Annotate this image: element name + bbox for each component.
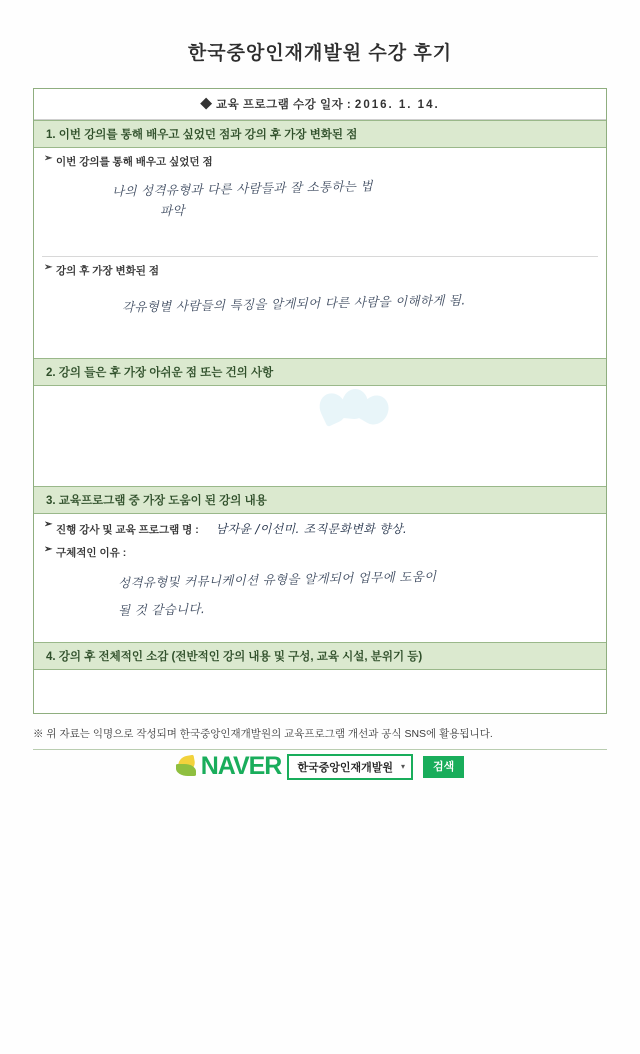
section-1-heading: 1. 이번 강의를 통해 배우고 싶었던 점과 강의 후 가장 변화된 점 <box>34 120 606 148</box>
handwriting-line: 될 것 같습니다. <box>117 601 206 618</box>
section-2-heading: 2. 강의 들은 후 가장 아쉬운 점 또는 건의 사항 <box>34 358 606 386</box>
naver-logo-text: NAVER <box>200 752 282 780</box>
program-date-value: 2016. 1. 14. <box>354 99 440 111</box>
sub-question-text: 강의 후 가장 변화된 점 <box>56 265 159 277</box>
handwriting-line: 남자윤 /이선미. 조직문화변화 향상. <box>215 522 408 536</box>
section-1-sub2-label <box>34 257 606 282</box>
section-1-sub2-answer[interactable] <box>34 282 606 358</box>
naver-search-bar <box>0 752 640 781</box>
leaf-icon <box>176 755 198 779</box>
search-button[interactable]: 검색 <box>423 756 464 778</box>
handwriting-line: 나의 성격유형과 다른 사람들과 잘 소통하는 법 <box>111 178 373 199</box>
search-input[interactable]: 한국중앙인재개발원 <box>297 761 394 774</box>
survey-sheet <box>33 88 607 714</box>
naver-logo <box>176 752 282 781</box>
section-2-answer[interactable] <box>34 386 606 486</box>
section-4-heading: 4. 강의 후 전체적인 소감 (전반적인 강의 내용 및 구성, 교육 시설, 분위기 등) <box>34 642 606 670</box>
sub-question-text: 진행 강사 및 교육 프로그램 명 : <box>56 524 199 536</box>
page-title: 한국중앙인재개발원 수강 후기 <box>187 43 453 64</box>
handwriting-line: 파악 <box>159 202 185 219</box>
section-3-sub2-answer[interactable] <box>34 562 606 642</box>
arrow-icon: ➢ <box>44 153 53 164</box>
program-date-row <box>34 89 606 120</box>
sub-question-text: 이번 강의를 통해 배우고 싶었던 점 <box>56 156 213 168</box>
arrow-icon: ➢ <box>44 544 53 555</box>
chevron-down-icon[interactable]: ▾ <box>401 762 406 771</box>
sub-question-text: 구체적인 이유 : <box>56 547 127 559</box>
footnote: ※ 위 자료는 익명으로 작성되며 한국중앙인재개발원의 교육프로그램 개선과 공식 SNS에 활용됩니다. <box>33 726 607 750</box>
arrow-icon: ➢ <box>44 519 53 530</box>
handwriting-line: 각유형별 사람들의 특징을 알게되어 다른 사람을 이해하게 됨. <box>121 292 466 315</box>
section-1-sub1-answer[interactable] <box>34 173 606 257</box>
arrow-icon: ➢ <box>44 262 53 273</box>
section-3-heading: 3. 교육프로그램 중 가장 도움이 된 강의 내용 <box>34 486 606 514</box>
section-3-sub1[interactable] <box>34 514 606 539</box>
section-3-sub2 <box>34 539 606 562</box>
program-date-label: ◆ 교육 프로그램 수강 일자 : <box>200 99 352 111</box>
naver-search-box[interactable] <box>287 754 413 780</box>
section-1-sub1-label <box>34 148 606 173</box>
handwriting-line: 성격유형및 커뮤니케이션 유형을 알게되어 업무에 도움이 <box>117 568 437 591</box>
